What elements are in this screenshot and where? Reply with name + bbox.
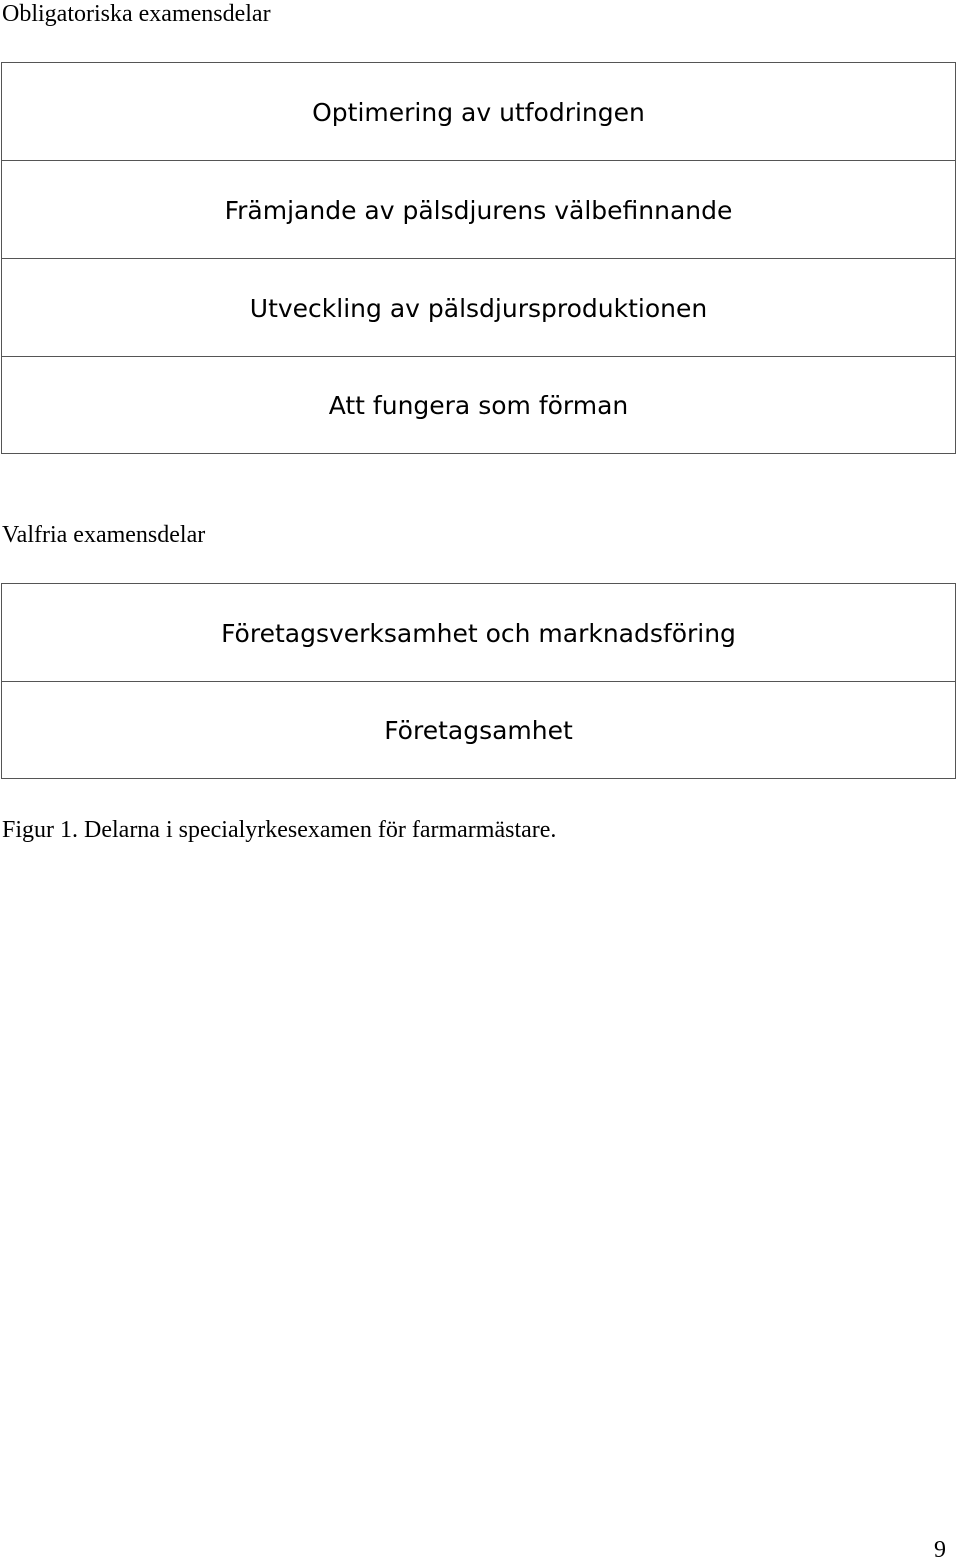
- figure-caption: Figur 1. Delarna i specialyrkesexamen för farmarmästare.: [2, 817, 557, 843]
- page-number: 9: [934, 1537, 946, 1563]
- obligatory-parts-box: [1, 62, 956, 454]
- optional-part-foretagsamhet: Företagsamhet: [384, 716, 573, 745]
- obligatory-part-valbefinnande: Främjande av pälsdjurens välbefinnande: [2, 161, 955, 259]
- optional-section-heading: Valfria examensdelar: [2, 522, 206, 548]
- obligatory-part-forman: Att fungera som förman: [328, 391, 629, 420]
- obligatory-part-optimering: Optimering av utfodringen: [2, 63, 955, 161]
- obligatory-part-utveckling: Utveckling av pälsdjursproduktionen: [2, 259, 955, 357]
- optional-parts-box: [1, 583, 956, 779]
- obligatory-section-heading: Obligatoriska examensdelar: [2, 1, 271, 27]
- optional-part-foretagsverksamhet: Företagsverksamhet och marknadsföring: [2, 584, 955, 682]
